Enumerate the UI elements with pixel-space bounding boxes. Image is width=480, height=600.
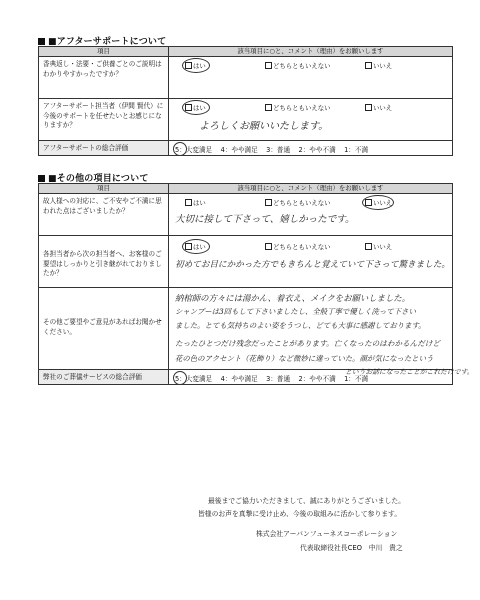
table-row — [39, 57, 453, 99]
option-yes[interactable]: はい — [185, 198, 206, 207]
closing-thanks: 最後までご協力いただきまして、誠にありがとうございました。 — [208, 497, 405, 505]
handwritten-circle-mark — [173, 142, 187, 156]
question-text: 故人様への対応に、ご不安やご不満に思われた点はございましたか？ — [39, 194, 169, 236]
section-title-after-support: ■アフターサポートについて — [38, 34, 166, 47]
overall-eval-cell — [169, 368, 474, 385]
handwritten-comment-line: ました。とても気持ちのよい姿をうつし、どても大事に感謝しております。 — [175, 321, 426, 330]
eval-scale: 5：大変満足 4：やや満足 3：普通 2：やや不満 1：不満 — [175, 146, 369, 154]
handwritten-comment: よろしくお願いいたします。 — [199, 121, 329, 132]
question-text: その他ご要望やご意見があればお聞かせください。 — [39, 288, 169, 370]
closing-commitment: 皆様のお声を真摯に受け止め、今後の取組みに活かして参ります。 — [198, 510, 402, 518]
handwritten-circle-mark — [362, 195, 394, 210]
option-no[interactable]: いいえ — [365, 103, 392, 112]
option-yes[interactable]: はい — [185, 242, 206, 251]
handwritten-circle-mark — [182, 100, 210, 115]
table-row — [39, 99, 453, 141]
handwritten-circle-mark — [182, 239, 210, 254]
table-row — [39, 194, 453, 236]
overall-eval-cell — [169, 141, 453, 156]
column-header-answer: 該当項目に○と、コメント（理由）をお願いします — [169, 184, 453, 194]
checkbox-icon[interactable] — [365, 104, 372, 111]
option-no[interactable]: いいえ — [365, 198, 392, 207]
checkbox-icon[interactable] — [265, 62, 272, 69]
eval-scale: 5：大変満足 4：やや満足 3：普通 2：やや不満 1：不満 — [175, 375, 369, 383]
option-neutral[interactable]: どちらともいえない — [265, 198, 331, 207]
handwritten-comment: 大切に接して下さって、嬉しかったです。 — [175, 214, 355, 225]
option-yes[interactable]: はい — [185, 61, 206, 70]
after-support-table — [38, 46, 453, 156]
handwritten-comment-line: シャンプーは3回もして下さいましたし、全般丁寧で優しく洗って下さい — [175, 307, 416, 316]
question-text: 各担当者から次の担当者へ、お客様のご要望はしっかりと引き継がれておりましたか？ — [39, 236, 169, 288]
table-row — [39, 370, 453, 385]
table-row — [39, 141, 453, 156]
question-text: 香典返し・法要・ご供養ごとのご説明はわかりやすかったですか？ — [39, 57, 169, 99]
column-header-item: 項目 — [39, 47, 169, 57]
answer-cell — [169, 236, 453, 288]
column-header-answer: 該当項目に○と、コメント（理由）をお願いします — [169, 47, 453, 57]
checkbox-icon[interactable] — [265, 243, 272, 250]
handwritten-circle-mark — [173, 371, 187, 385]
checkbox-icon[interactable] — [265, 104, 272, 111]
checkbox-icon[interactable] — [265, 199, 272, 206]
other-items-table — [38, 183, 474, 385]
table-row — [39, 236, 453, 288]
square-bullet-icon — [38, 175, 45, 182]
option-neutral[interactable]: どちらともいえない — [265, 61, 331, 70]
column-header-item: 項目 — [39, 184, 169, 194]
option-neutral[interactable]: どちらともいえない — [265, 242, 331, 251]
answer-cell — [169, 194, 453, 236]
handwritten-comment-line: 花の色のアクセント（花飾り）など微妙に違っていた。顔が気になったという — [175, 354, 434, 363]
option-neutral[interactable]: どちらともいえない — [265, 103, 331, 112]
option-yes[interactable]: はい — [185, 103, 206, 112]
company-name: 株式会社アーバンフューネスコーポレーション — [256, 530, 398, 538]
overall-eval-label: 弊社のご葬儀サービスの総合評価 — [39, 370, 169, 385]
answer-cell — [169, 99, 453, 141]
square-bullet-icon — [38, 38, 45, 45]
option-no[interactable]: いいえ — [365, 61, 392, 70]
handwritten-comment: 初めてお目にかかった方でもきちんと覚えていて下さって驚きました。 — [175, 260, 451, 270]
question-text: アフターサポート担当者（伊間 賢代）に今後のサポートを任せたいとお感じになりますか？ — [39, 99, 169, 141]
handwritten-comment-overflow: というお話になったことがこれだけです。 — [345, 368, 474, 376]
checkbox-icon[interactable] — [365, 243, 372, 250]
overall-eval-label: アフターサポートの総合評価 — [39, 141, 169, 156]
handwritten-comment-line: たったひとつだけ残念だったことがあります。亡くなったのはわかるんだけど — [175, 339, 441, 348]
handwritten-comment-line: 納棺師の方々には湯かん、着衣え、メイクをお願いしました。 — [175, 293, 411, 303]
comment-cell — [169, 288, 453, 370]
handwritten-circle-mark — [182, 58, 210, 73]
option-no[interactable]: いいえ — [365, 242, 392, 251]
signatory: 代表取締役社長CEO 中川 貴之 — [300, 544, 403, 552]
section-title-other: ■その他の項目について — [38, 171, 149, 184]
answer-cell — [169, 57, 453, 99]
checkbox-icon[interactable] — [185, 199, 192, 206]
table-row — [39, 288, 453, 370]
checkbox-icon[interactable] — [365, 62, 372, 69]
